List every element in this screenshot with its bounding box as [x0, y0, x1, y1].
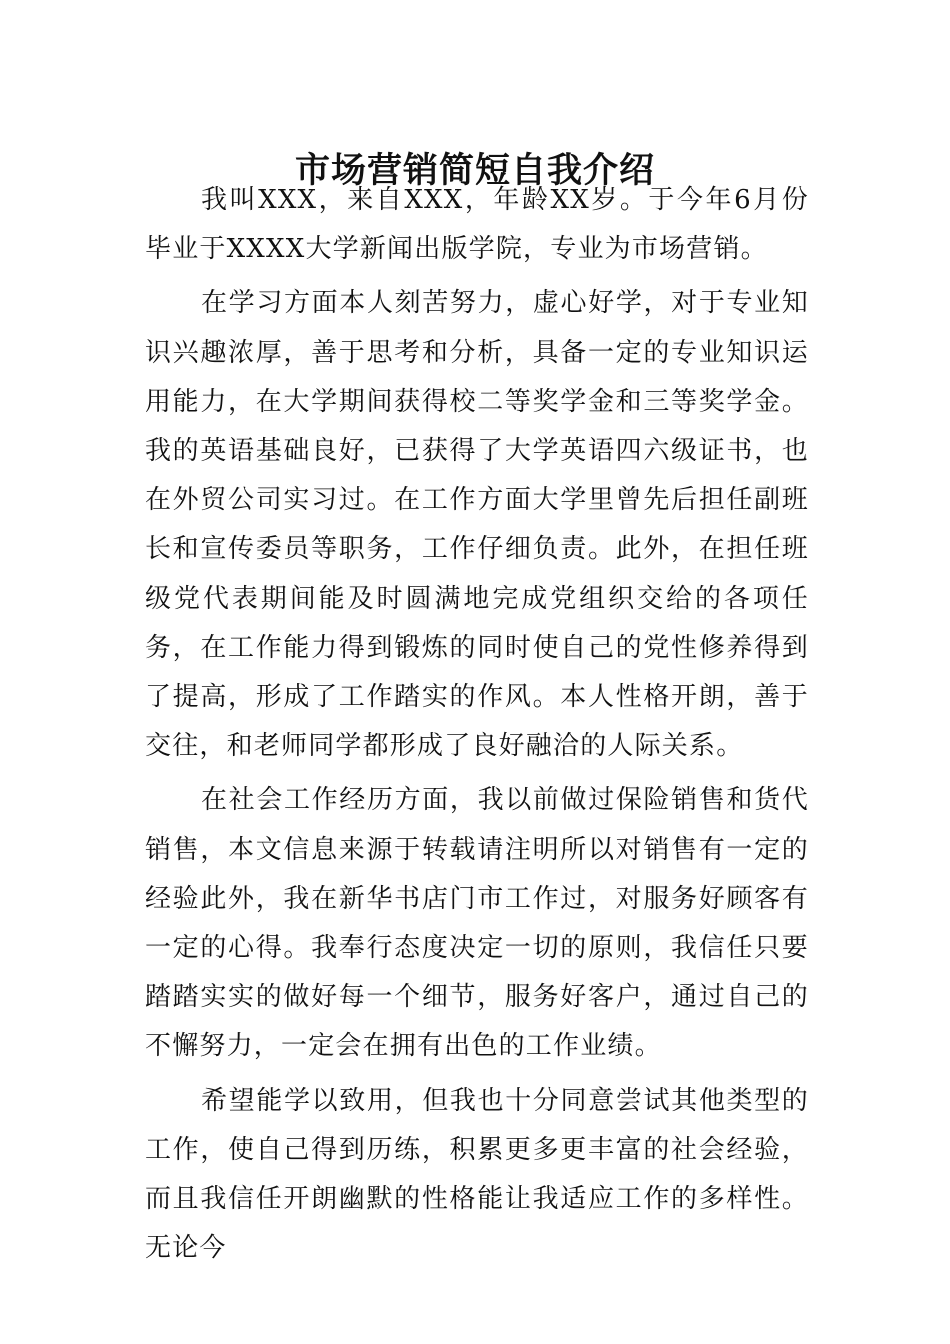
paragraph-hope: 希望能学以致用，但我也十分同意尝试其他类型的工作，使自己得到历练，积累更多更丰富的社会经验，而且我信任开朗幽默的性格能让我适应工作的多样性。无论今 — [145, 1085, 809, 1264]
paragraph-intro: 我叫XXX，来自XXX，年龄XX岁。于今年6月份毕业于XXXX大学新闻出版学院，专业为市场营销。 — [145, 185, 809, 265]
document-title: 市场营销简短自我介绍 — [294, 151, 655, 192]
paragraph-social-experience: 在社会工作经历方面，我以前做过保险销售和货代销售，本文信息来源于转载请注明所以对销售有一定的经验此外，我在新华书店门市工作过，对服务好顾客有一定的心得。我奉行态度决定一切的原则，我信任只要踏踏实实的做好每一个细节，服务好客户，通过自己的不懈努力，一定会在拥有出色的工作业绩。 — [145, 785, 809, 1062]
document-body — [145, 176, 809, 1273]
paragraph-study-work: 在学习方面本人刻苦努力，虚心好学，对于专业知识兴趣浓厚，善于思考和分析，具备一定的专业知识运用能力，在大学期间获得校二等奖学金和三等奖学金。我的英语基础良好，已获得了大学英语四六级证书，也在外贸公司实习过。在工作方面大学里曾先后担任副班长和宣传委员等职务，工作仔细负责。此外，在担任班级党代表期间能及时圆满地完成党组织交给的各项任务，在工作能力得到锻炼的同时使自己的党性修养得到了提高，形成了工作踏实的作风。本人性格开朗，善于交往，和老师同学都形成了良好融洽的人际关系。 — [145, 288, 809, 762]
